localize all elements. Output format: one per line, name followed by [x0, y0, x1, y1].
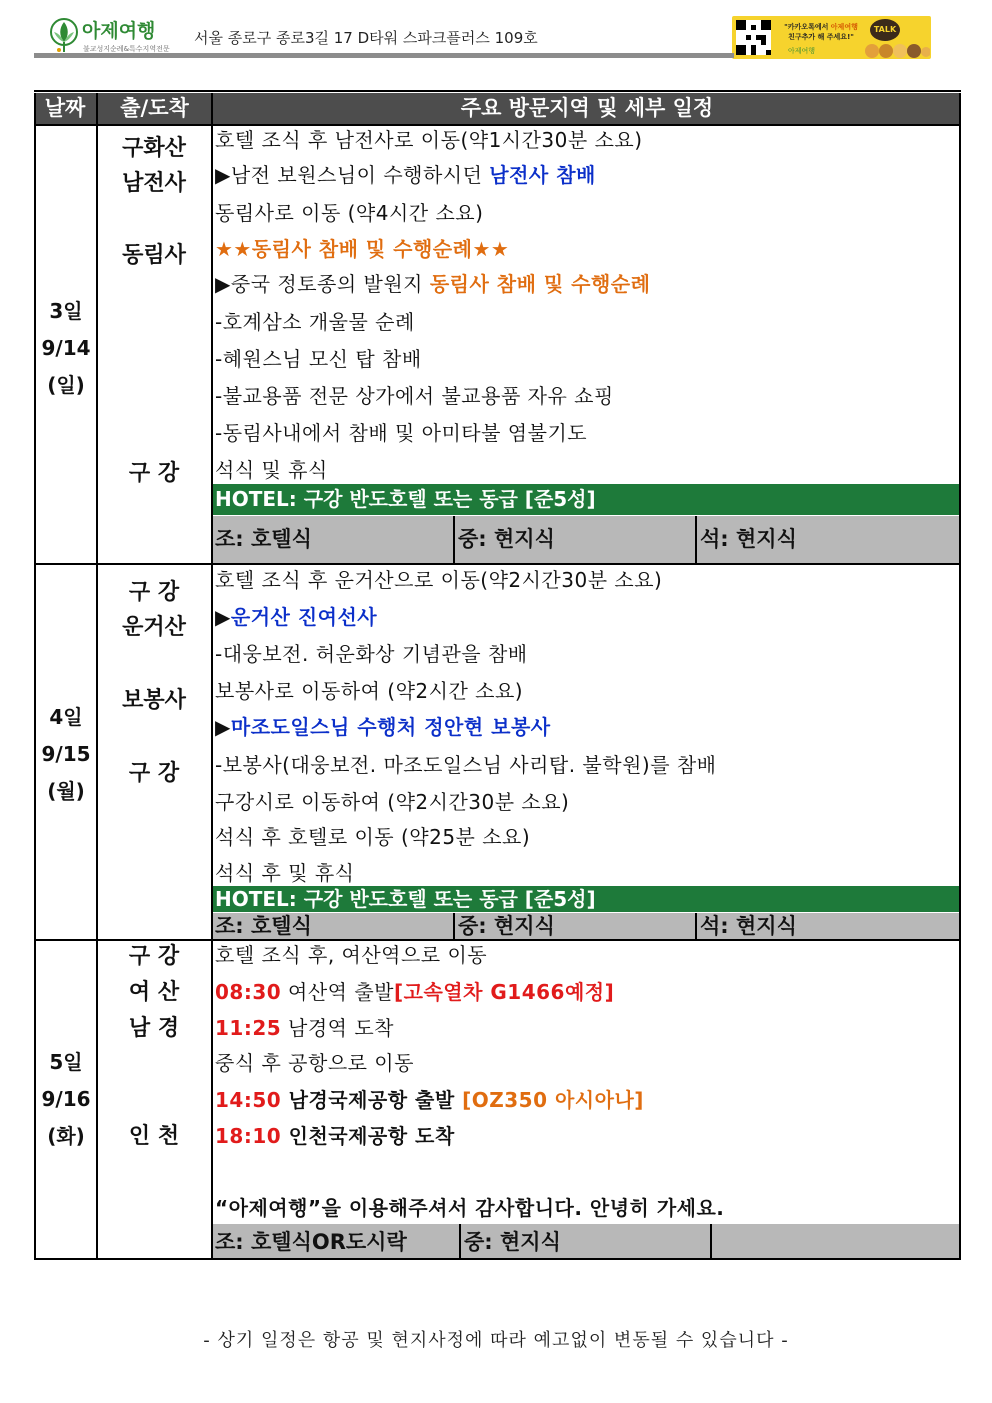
day3-dinner: 석: 현지식	[700, 527, 797, 551]
itinerary-table	[34, 93, 961, 1260]
day3-meal-divider-2	[695, 516, 697, 563]
footer-note: - 상기 일정은 항공 및 현지사정에 따라 예고없이 변동될 수 있습니다 -	[203, 1330, 789, 1351]
day4-place-1: 구 강	[128, 580, 180, 605]
day3-line-4: ★★동림사 참배 및 수행순례★★	[215, 237, 510, 261]
kakao-characters-icon	[864, 40, 930, 59]
day5-line-2b: 여산역 출발	[281, 980, 394, 1004]
day4-meal-divider-2	[695, 913, 697, 939]
day5-place-2: 여 산	[128, 980, 180, 1005]
day4-hotel: HOTEL: 구강 반도호텔 또는 동급 [준5성]	[213, 886, 961, 912]
day3-line-2b: 남전사 참배	[489, 163, 596, 187]
day3-meal-divider-1	[453, 516, 455, 563]
day3-label: 3일	[49, 299, 83, 323]
day4-place-2: 운거산	[122, 615, 186, 640]
day4-line-1: 호텔 조식 후 운거산으로 이동(약2시간30분 소요)	[215, 568, 663, 592]
day5-line-6b: 인천국제공항 도착	[281, 1124, 455, 1148]
day4-line-4: 보봉사로 이동하여 (약2시간 소요)	[215, 679, 524, 703]
day3-line-5b: 동림사 참배 및 수행순례	[429, 272, 651, 296]
day4-line-8: 석식 후 호텔로 이동 (약25분 소요)	[215, 825, 531, 849]
day4-meals	[213, 913, 961, 939]
day3-place-2: 남전사	[122, 171, 186, 196]
day5-line-5b: 남경국제공항 출발	[281, 1088, 463, 1112]
day3-meals	[213, 516, 961, 563]
day5-time-2: 11:25	[215, 1016, 282, 1040]
day5-line-1: 호텔 조식 후, 여산역으로 이동	[215, 943, 488, 967]
grid-day3-bottom	[34, 563, 961, 565]
day5-time-4: 18:10	[215, 1124, 282, 1148]
day5-place-4: 인 천	[128, 1124, 180, 1149]
day5-line-3	[215, 1012, 394, 1041]
day5-time-1: 08:30	[215, 980, 282, 1004]
day4-line-5	[215, 711, 551, 740]
day4-date: 9/15	[41, 742, 91, 766]
day3-place-4: 구 강	[128, 461, 180, 486]
day3-line-3: 동림사로 이동 (약4시간 소요)	[215, 201, 484, 225]
kakao-line2: 친구추가 해 주세요!"	[788, 33, 854, 41]
day4-place-3: 보봉사	[122, 688, 186, 713]
day4-meal-divider-1	[453, 913, 455, 939]
day3-line-1: 호텔 조식 후 남전사로 이동(약1시간30분 소요)	[215, 128, 643, 152]
grid-date-place	[96, 93, 98, 1260]
day3-line-6: -호계삼소 개울물 순례	[215, 310, 415, 334]
kakao-line1-highlight: 아제여행	[830, 23, 858, 31]
kakao-line1: "카카오톡에서	[784, 23, 831, 31]
day5-line-2	[215, 976, 614, 1005]
day5-line-5c: [OZ350 아시아나]	[462, 1088, 644, 1112]
qr-code-icon	[736, 20, 771, 55]
day5-weekday: (화)	[47, 1124, 85, 1148]
day4-line-2	[215, 601, 377, 630]
grid-place-schedule	[211, 93, 213, 1260]
kakao-talk-icon: TALK	[870, 19, 900, 41]
day5-meal-divider-1	[459, 1224, 461, 1260]
brand-tagline: 불교성지순례&특수지역전문	[83, 45, 170, 53]
day3-line-2a: ▶남전 보원스님이 수행하시던	[215, 163, 490, 187]
day4-line-6: -보봉사(대웅보전. 마조도일스님 사리탑. 불학원)를 참배	[215, 753, 717, 777]
kakao-banner[interactable]	[732, 16, 931, 59]
day5-line-2c: [고속열차 G1466예정]	[394, 980, 615, 1004]
day5-line-5	[215, 1084, 644, 1113]
day5-line-6	[215, 1120, 455, 1149]
day3-line-5	[215, 268, 650, 297]
day4-label: 4일	[49, 705, 83, 729]
day4-line-2b: 운거산 진여선사	[230, 605, 378, 629]
brand-name: 아제여행	[82, 20, 156, 42]
day5-time-3: 14:50	[215, 1088, 282, 1112]
day4-line-7: 구강시로 이동하여 (약2시간30분 소요)	[215, 790, 570, 814]
day4-dinner: 석: 현지식	[700, 914, 797, 938]
day4-line-5a: ▶	[215, 715, 231, 739]
company-address: 서울 종로구 종로3길 17 D타워 스파크플러스 109호	[194, 29, 538, 47]
header-date: 날짜	[44, 96, 86, 120]
day4-line-9: 석식 후 및 휴식	[215, 861, 355, 885]
day3-weekday: (일)	[47, 373, 85, 397]
day5-breakfast: 조: 호텔식OR도시락	[215, 1230, 407, 1254]
day4-line-2a: ▶	[215, 605, 231, 629]
day5-lunch: 중: 현지식	[464, 1230, 561, 1254]
day5-place-3: 남 경	[128, 1016, 180, 1041]
grid-header-bottom	[34, 124, 961, 126]
kakao-message	[776, 22, 866, 42]
grid-right	[959, 93, 961, 1260]
day5-place-1: 구 강	[128, 944, 180, 969]
day3-line-9: -동림사내에서 참배 및 아미타불 염불기도	[215, 421, 588, 445]
day5-meals	[213, 1224, 961, 1260]
day3-breakfast: 조: 호텔식	[215, 527, 312, 551]
day4-line-3: -대웅보전. 허운화상 기념관을 참배	[215, 642, 528, 666]
day4-weekday: (월)	[47, 779, 85, 803]
day3-line-8: -불교용품 전문 상가에서 불교용품 자유 쇼핑	[215, 384, 614, 408]
day5-line-3b: 남경역 도착	[281, 1016, 394, 1040]
day3-line-5a: ▶중국 정토종의 발원지	[215, 272, 430, 296]
day5-date: 9/16	[41, 1087, 91, 1111]
header-divider	[34, 53, 734, 58]
day5-label: 5일	[49, 1050, 83, 1074]
day4-line-5b: 마조도일스님 수행처 정안현 보봉사	[230, 715, 551, 739]
day3-date: 9/14	[41, 336, 91, 360]
header-schedule: 주요 방문지역 및 세부 일정	[460, 96, 714, 120]
day5-thanks: “아제여행”을 이용해주셔서 감사합니다. 안녕히 가세요.	[215, 1196, 725, 1220]
table-header-row	[34, 93, 961, 124]
day3-place-3: 동림사	[122, 243, 186, 268]
header-place: 출/도착	[120, 96, 189, 120]
day5-meal-divider-2	[710, 1224, 712, 1260]
day3-line-2	[215, 159, 596, 188]
lotus-logo-icon	[48, 16, 80, 54]
table-top-rule	[34, 90, 961, 92]
day4-place-4: 구 강	[128, 761, 180, 786]
grid-day4-bottom	[34, 939, 961, 941]
day3-line-10: 석식 및 휴식	[215, 458, 328, 482]
brand-logo[interactable]	[48, 14, 198, 58]
day4-breakfast: 조: 호텔식	[215, 914, 312, 938]
grid-left	[34, 93, 36, 1260]
grid-bottom	[34, 1258, 961, 1260]
day4-lunch: 중: 현지식	[458, 914, 555, 938]
day3-lunch: 중: 현지식	[458, 527, 555, 551]
day5-line-4: 중식 후 공항으로 이동	[215, 1051, 414, 1075]
day3-hotel: HOTEL: 구강 반도호텔 또는 동급 [준5성]	[213, 484, 961, 515]
day3-line-7: -혜원스님 모신 탑 참배	[215, 347, 422, 371]
day3-place-1: 구화산	[122, 136, 186, 161]
kakao-brand-small: 아제여행	[788, 47, 816, 55]
